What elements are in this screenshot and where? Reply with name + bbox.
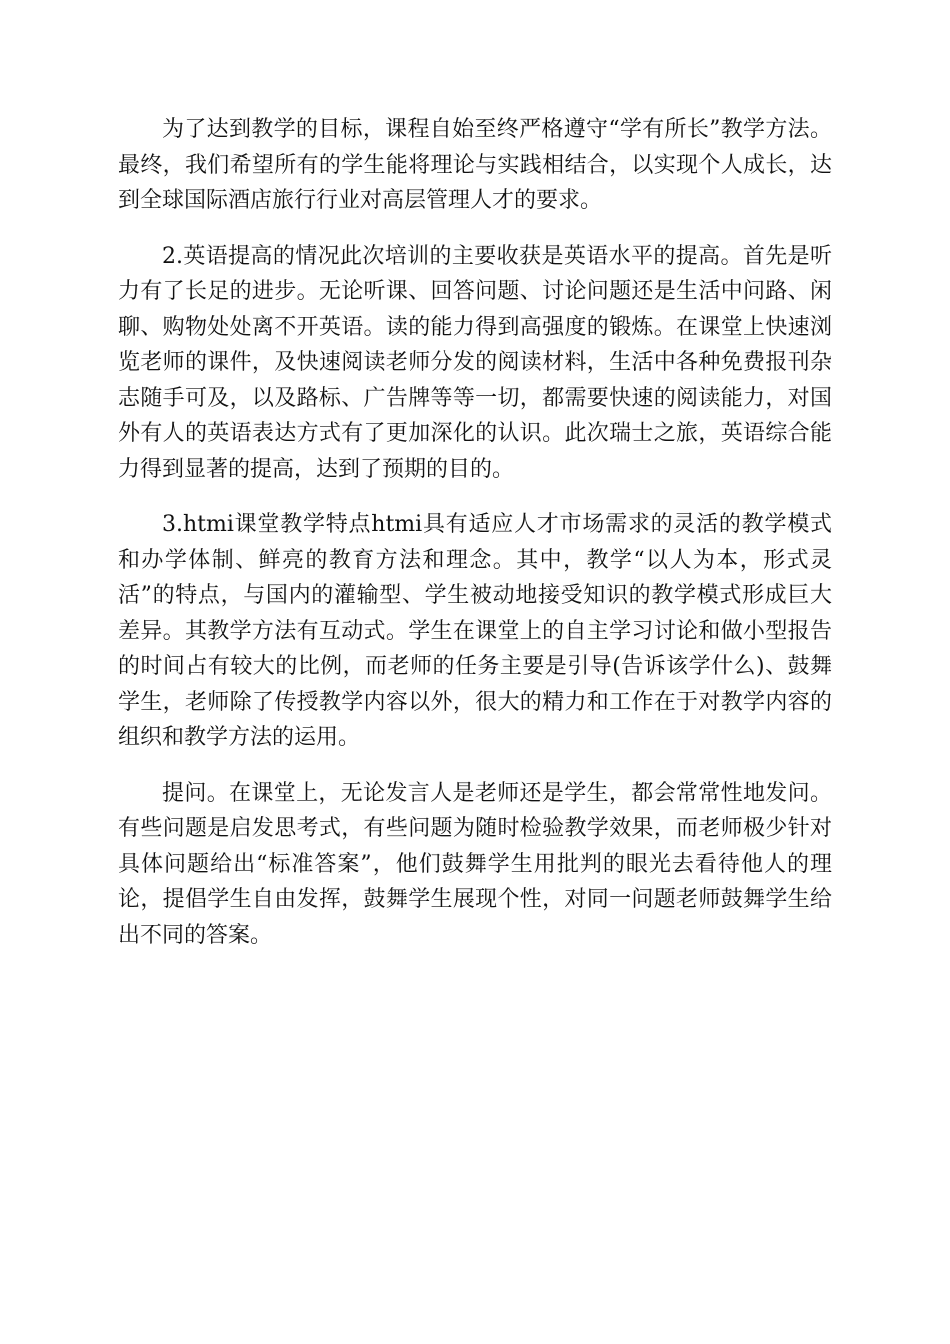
document-body: [118, 112, 832, 973]
paragraph-english-improvement: 2.英语提高的情况此次培训的主要收获是英语水平的提高。首先是听力有了长足的进步。无论听课、回答问题、讨论问题还是生活中问路、闲聊、购物处处离不开英语。读的能力得到高强度的锻炼。在课堂上快速浏览老师的课件，及快速阅读老师分发的阅读材料，生活中各种免费报刊杂志随手可及，以及路标、广告牌等等一切，都需要快速的阅读能力，对国外有人的英语表达方式有了更加深化的认识。此次瑞士之旅，英语综合能力得到显著的提高，达到了预期的目的。: [118, 243, 832, 482]
paragraph-questioning: 提问。在课堂上，无论发言人是老师还是学生，都会常常性地发问。有些问题是启发思考式，有些问题为随时检验教学效果，而老师极少针对具体问题给出“标准答案”，他们鼓舞学生用批判的眼光去看待他人的理论，提倡学生自由发挥，鼓舞学生展现个性，对同一问题老师鼓舞学生给出不同的答案。: [118, 780, 832, 948]
paragraph-htmi-teaching-features: 3.htmi课堂教学特点htmi具有适应人才市场需求的灵活的教学模式和办学体制、鲜亮的教育方法和理念。其中，教学“以人为本，形式灵活”的特点，与国内的灌输型、学生被动地接受知识的教学模式形成巨大差异。其教学方法有互动式。学生在课堂上的自主学习讨论和做小型报告的时间占有较大的比例，而老师的任务主要是引导(告诉该学什么)、鼓舞学生，老师除了传授教学内容以外，很大的精力和工作在于对教学内容的组织和教学方法的运用。: [118, 512, 832, 750]
paragraph-teaching-goal: 为了达到教学的目标，课程自始至终严格遵守“学有所长”教学方法。最终，我们希望所有的学生能将理论与实践相结合，以实现个人成长，达到全球国际酒店旅行行业对高层管理人才的要求。: [118, 117, 832, 213]
